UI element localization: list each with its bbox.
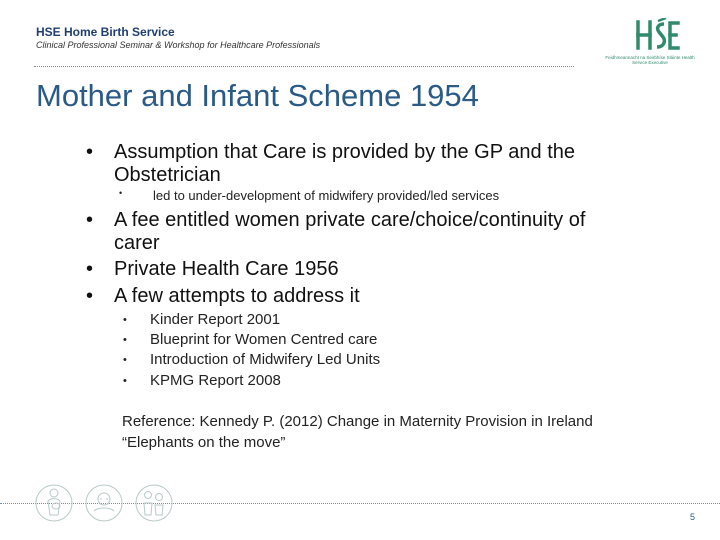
sub-list-item <box>123 310 281 330</box>
sub-bullet-1-text: led to under-development of midwifery provided/led services <box>153 188 500 203</box>
reference-line2: “Elephants on the move” <box>122 434 286 451</box>
bullet-4-text: A few attempts to address it <box>114 285 360 307</box>
sub-list-dot: • <box>123 334 127 346</box>
reference-line1: Reference: Kennedy P. (2012) Change in Maternity Provision in Ireland <box>122 413 593 430</box>
sub-bullet-dot: • <box>119 188 123 198</box>
bullet-2 <box>86 209 586 255</box>
header-subtitle: Clinical Professional Seminar & Workshop for Healthcare Professionals <box>36 40 321 50</box>
footer-icons <box>34 481 179 525</box>
reference <box>122 411 702 453</box>
sub-list-text: KPMG Report 2008 <box>150 372 281 389</box>
bullet-1 <box>86 141 576 187</box>
bullet-dot: • <box>86 258 94 280</box>
sub-list-text: Blueprint for Women Centred care <box>150 331 378 348</box>
bullet-3-text: Private Health Care 1956 <box>114 258 339 280</box>
infant-icon <box>86 485 122 521</box>
bullet-dot: • <box>86 209 94 231</box>
sub-list-dot: • <box>123 354 127 366</box>
bullet-dot: • <box>86 285 94 307</box>
sub-list-item <box>123 350 381 370</box>
sub-list-text: Kinder Report 2001 <box>150 311 281 328</box>
bullet-2-line1: A fee entitled women private care/choice/continuity of <box>114 209 586 231</box>
sub-list-text: Introduction of Midwifery Led Units <box>150 351 381 368</box>
slide-title: Mother and Infant Scheme 1954 <box>36 78 479 113</box>
page-number: 5 <box>690 512 696 522</box>
sub-list-dot: • <box>123 314 127 326</box>
bullet-1-line1: Assumption that Care is provided by the GP and the <box>114 141 576 163</box>
bullet-4 <box>86 285 360 308</box>
header-org: HSE Home Birth Service <box>36 25 175 39</box>
sub-list-item <box>123 371 281 391</box>
family-icon <box>136 485 172 521</box>
bullet-3 <box>86 258 339 281</box>
sub-list-dot: • <box>123 375 127 387</box>
bullet-1-line2: Obstetrician <box>114 164 221 186</box>
logo-caption: Feidhmeannacht na Seirbhíse Sláinte Health Service Executive <box>605 55 695 65</box>
mother-baby-icon <box>36 485 72 521</box>
sub-bullet-1 <box>119 188 500 203</box>
bullet-2-line2: carer <box>114 232 160 254</box>
bullet-dot: • <box>86 141 94 163</box>
sub-list-item <box>123 330 378 350</box>
